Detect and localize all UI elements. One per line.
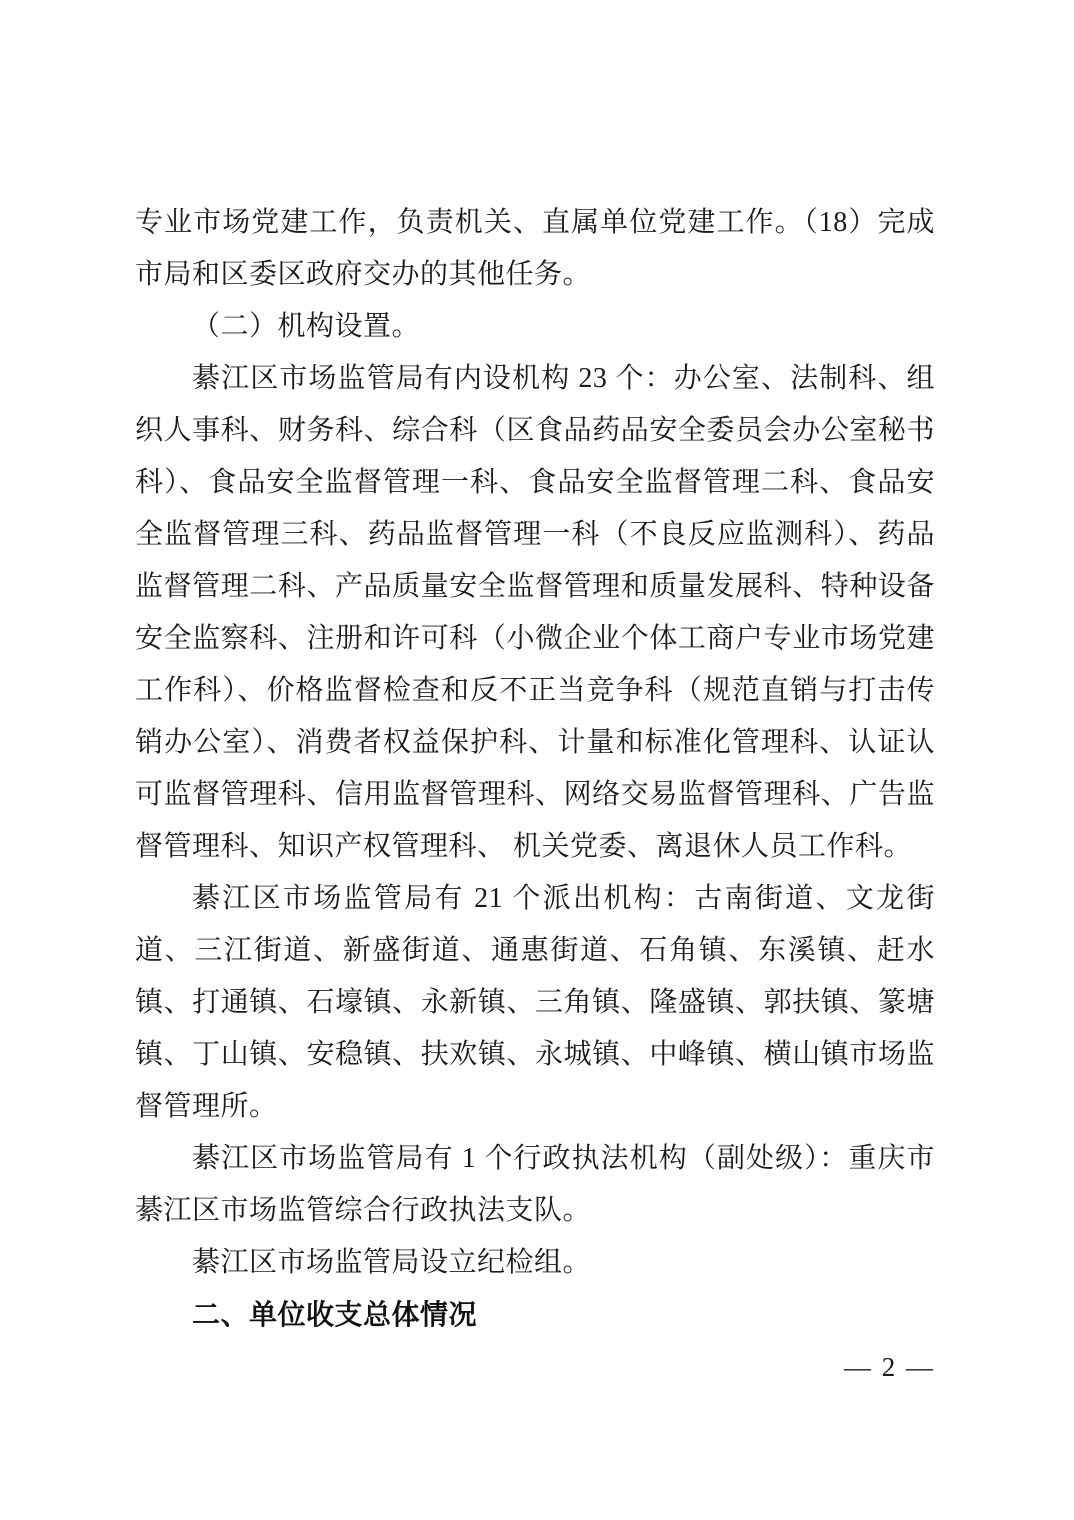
section-heading: 二、单位收支总体情况 — [192, 1299, 478, 1330]
paragraph-discipline-group: 綦江区市场监管局设立纪检组。 — [192, 1247, 592, 1278]
document-body — [135, 197, 935, 1341]
paragraph-dispatched-organs: 綦江区市场监管局有 21 个派出机构：古南街道、文龙街道、三江街道、新盛街道、通惠街道、石角镇、东溪镇、赶水镇、打通镇、石壕镇、永新镇、三角镇、隆盛镇、郭扶镇、篆塘镇、丁山镇、安稳镇、扶欢镇、永城镇、中峰镇、横山镇市场监督管理所。 — [135, 883, 935, 1122]
page-number: — 2 — — [844, 1352, 935, 1382]
paragraph-continuation: 专业市场党建工作，负责机关、直属单位党建工作。（18）完成市局和区委区政府交办的其他任务。 — [135, 207, 935, 290]
subsection-heading: （二）机构设置。 — [192, 311, 421, 342]
paragraph-internal-organs: 綦江区市场监管局有内设机构 23 个：办公室、法制科、组织人事科、财务科、综合科（区食品药品安全委员会办公室秘书科）、食品安全监督管理一科、食品安全监督管理二科、食品安全监督管理三科、药品监督管理一科（不良反应监测科）、药品监督管理二科、产品质量安全监督管理和质量发展科、特种设备安全监察科、注册和许可科（小微企业个体工商户专业市场党建工作科）、价格监督检查和反不正当竞争科（规范直销与打击传销办公室）、消费者权益保护科、计量和标准化管理科、认证认可监督管理科、信用监督管理科、网络交易监督管理科、广告监督管理科、知识产权管理科、 机关党委、离退休人员工作科。 — [135, 363, 935, 862]
paragraph-enforcement-organ: 綦江区市场监管局有 1 个行政执法机构（副处级）：重庆市綦江区市场监管综合行政执法支队。 — [135, 1143, 935, 1226]
